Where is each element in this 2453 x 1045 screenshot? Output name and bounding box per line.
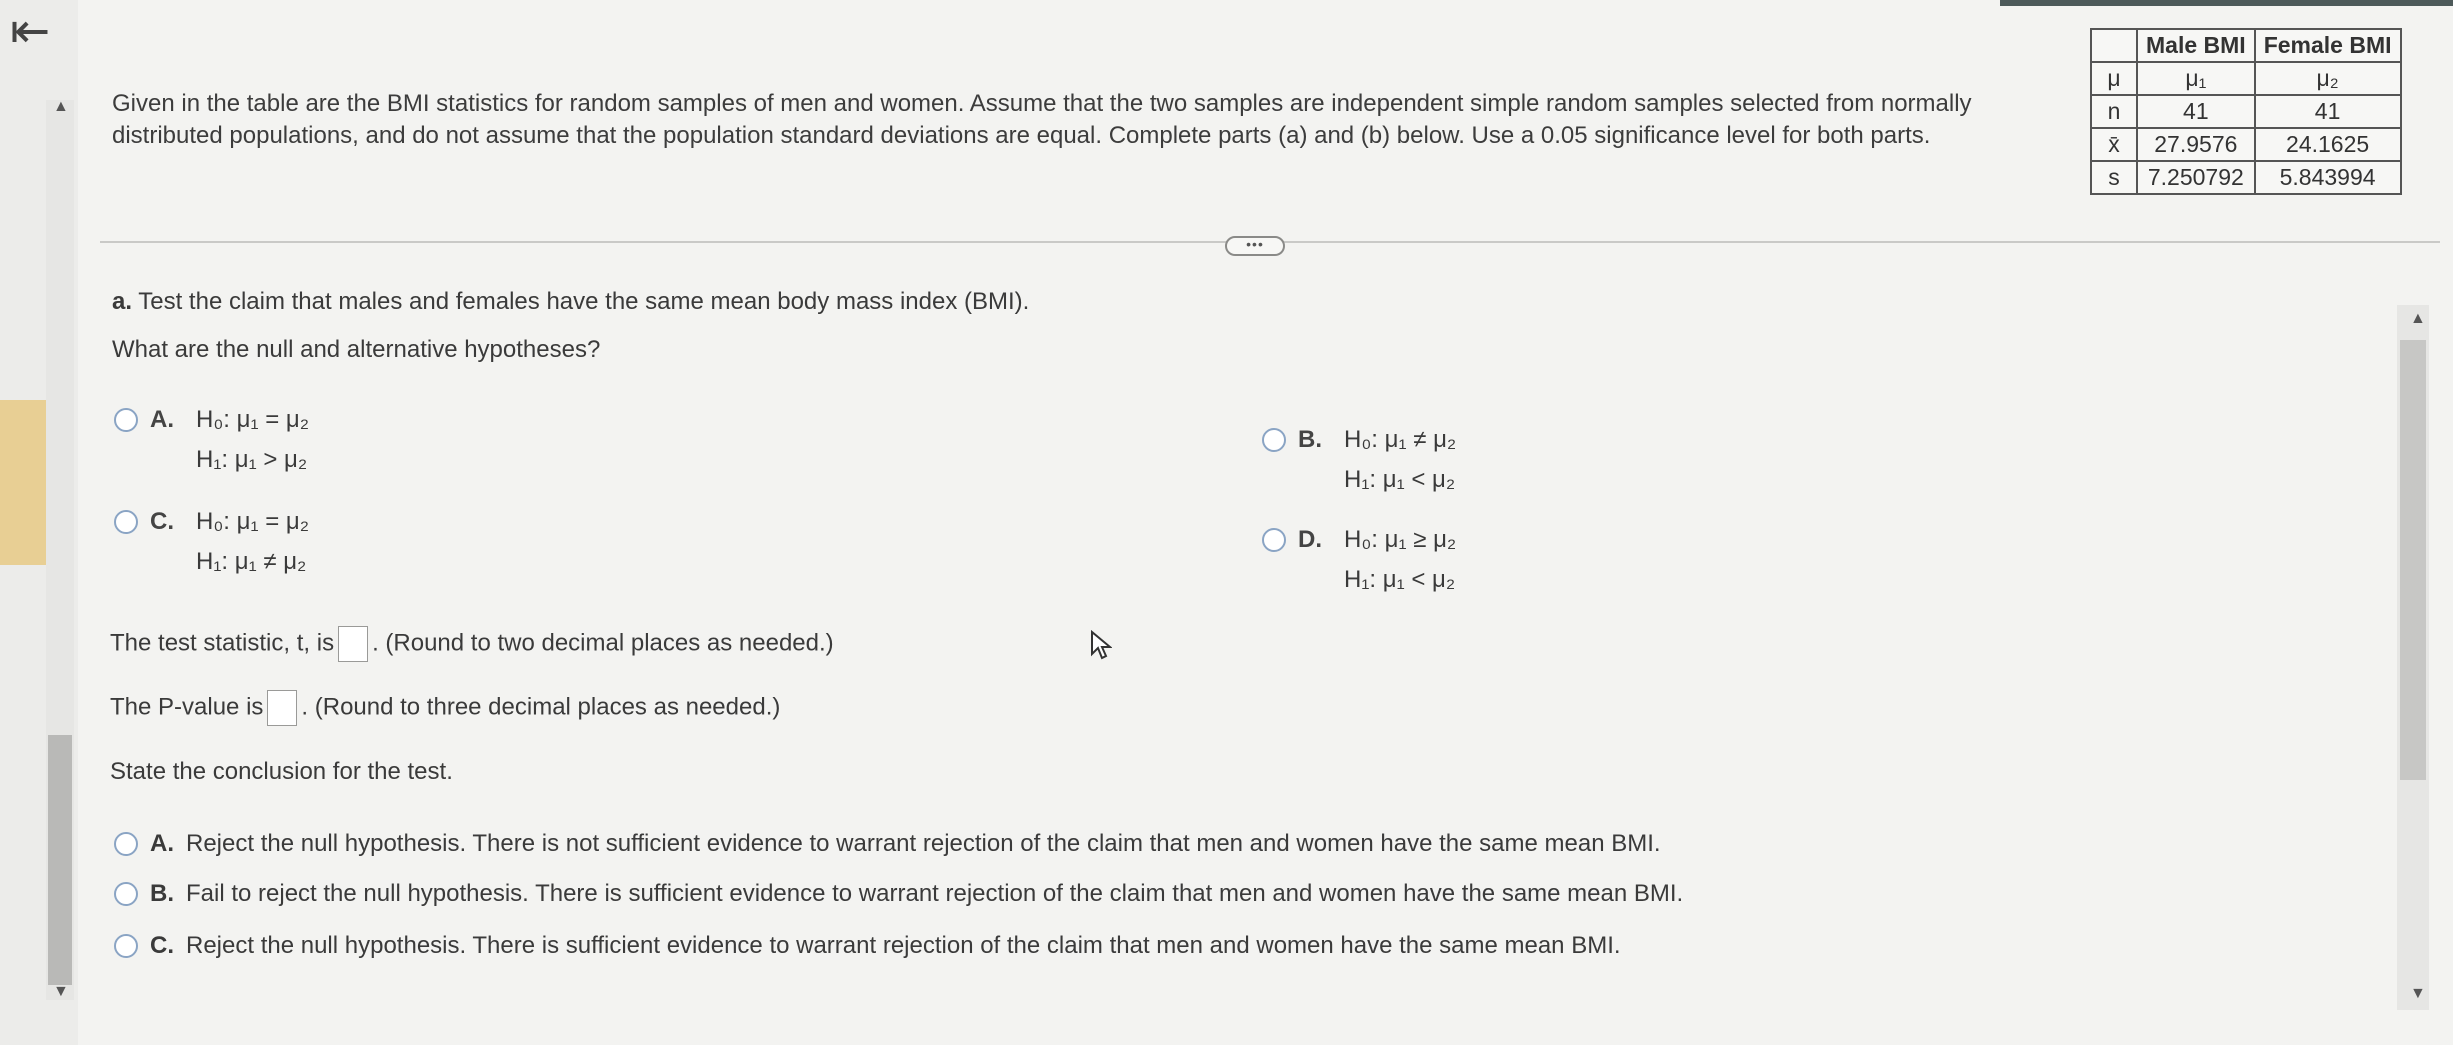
option-letter: A. — [150, 406, 174, 433]
right-scroll-down-icon[interactable]: ▼ — [2410, 985, 2426, 1002]
left-scrollbar-thumb[interactable] — [48, 735, 72, 985]
left-scroll-up-icon[interactable]: ▲ — [53, 98, 69, 115]
table-row — [2091, 95, 2401, 128]
alt-hypothesis: H₁: μ₁ < μ₂ — [1344, 566, 1456, 593]
test-statistic-input[interactable] — [338, 626, 368, 662]
table-header-cell — [2091, 29, 2137, 62]
radio-button[interactable] — [114, 832, 138, 856]
radio-button[interactable] — [114, 510, 138, 534]
left-accent-tab[interactable] — [0, 400, 46, 565]
bmi-stats-table — [2090, 28, 2402, 195]
radio-button[interactable] — [1262, 528, 1286, 552]
right-scroll-up-icon[interactable]: ▲ — [2410, 310, 2426, 327]
part-a-claim: Test the claim that males and females have the same mean body mass index (BMI). — [138, 288, 1030, 315]
table-cell: n — [2091, 95, 2137, 128]
table-cell: 5.843994 — [2255, 161, 2401, 194]
table-cell: 24.1625 — [2255, 128, 2401, 161]
table-cell: μ₂ — [2255, 62, 2401, 95]
p-value-hint: . (Round to three decimal places as needed.) — [301, 693, 781, 721]
part-a-prompt — [112, 288, 1029, 316]
conclusion-option-b[interactable] — [112, 880, 1683, 908]
conclusion-option-c[interactable] — [112, 932, 1621, 960]
test-statistic-label: The test statistic, t, is — [110, 629, 335, 657]
radio-button[interactable] — [1262, 428, 1286, 452]
hypothesis-option-b[interactable] — [1260, 422, 1860, 502]
table-cell: 7.250792 — [2137, 161, 2255, 194]
null-hypothesis: H₀: μ₁ ≠ μ₂ — [1344, 426, 1457, 453]
option-text: Fail to reject the null hypothesis. There is sufficient evidence to warrant rejection of the claim that men and women have the same mean BMI. — [186, 880, 1684, 907]
radio-button[interactable] — [114, 882, 138, 906]
hypothesis-option-a[interactable] — [112, 402, 712, 482]
null-hypothesis: H₀: μ₁ ≥ μ₂ — [1344, 526, 1457, 553]
conclusion-prompt: State the conclusion for the test. — [110, 758, 453, 785]
option-text: Reject the null hypothesis. There is sufficient evidence to warrant rejection of the claim that men and women have the same mean BMI. — [186, 932, 1621, 959]
table-cell: μ₁ — [2137, 62, 2255, 95]
option-text: Reject the null hypothesis. There is not sufficient evidence to warrant rejection of the claim that men and women have the same mean BMI. — [186, 830, 1661, 857]
alt-hypothesis: H₁: μ₁ > μ₂ — [196, 446, 308, 473]
null-hypothesis: H₀: μ₁ = μ₂ — [196, 406, 310, 433]
part-a-label: a. — [112, 288, 133, 315]
null-hypothesis: H₀: μ₁ = μ₂ — [196, 508, 310, 535]
table-row — [2091, 128, 2401, 161]
table-row — [2091, 161, 2401, 194]
table-header-cell: Male BMI — [2137, 29, 2255, 62]
table-cell: x̄ — [2091, 128, 2137, 161]
hypotheses-question: What are the null and alternative hypotheses? — [112, 336, 601, 363]
option-letter: C. — [150, 932, 174, 959]
test-statistic-hint: . (Round to two decimal places as needed.) — [372, 629, 834, 657]
right-scrollbar-thumb[interactable] — [2400, 340, 2426, 780]
problem-intro: Given in the table are the BMI statistics for random samples of men and women. Assume that the two samples are independent simple random samples selected from normally distributed populations, and do not assume that the population standard deviations are equal. Complete parts (a) and (b) below. Use a 0.05 significance level for both parts. — [112, 90, 1972, 149]
radio-button[interactable] — [114, 934, 138, 958]
alt-hypothesis: H₁: μ₁ ≠ μ₂ — [196, 548, 307, 575]
mouse-pointer-icon — [1090, 630, 1112, 668]
table-cell: μ — [2091, 62, 2137, 95]
option-letter: C. — [150, 508, 174, 535]
option-letter: B. — [150, 880, 174, 907]
table-cell: 27.9576 — [2137, 128, 2255, 161]
option-letter: B. — [1298, 426, 1322, 453]
test-statistic-line — [110, 626, 834, 662]
p-value-input[interactable] — [267, 690, 297, 726]
table-cell: 41 — [2137, 95, 2255, 128]
conclusion-option-a[interactable] — [112, 830, 1661, 858]
top-band — [2000, 0, 2453, 6]
table-header-row — [2091, 29, 2401, 62]
radio-button[interactable] — [114, 408, 138, 432]
back-arrow-icon[interactable]: ⇤ — [10, 5, 51, 58]
left-scroll-down-icon[interactable]: ▼ — [53, 983, 69, 1000]
alt-hypothesis: H₁: μ₁ < μ₂ — [1344, 466, 1456, 493]
table-cell: 41 — [2255, 95, 2401, 128]
table-row — [2091, 62, 2401, 95]
option-letter: D. — [1298, 526, 1322, 553]
table-header-cell: Female BMI — [2255, 29, 2401, 62]
hypothesis-option-d[interactable] — [1260, 522, 1860, 602]
hypothesis-option-c[interactable] — [112, 504, 712, 584]
option-letter: A. — [150, 830, 174, 857]
p-value-label: The P-value is — [110, 693, 264, 721]
table-cell: s — [2091, 161, 2137, 194]
expand-button[interactable]: ••• — [1225, 236, 1285, 256]
p-value-line — [110, 690, 780, 726]
